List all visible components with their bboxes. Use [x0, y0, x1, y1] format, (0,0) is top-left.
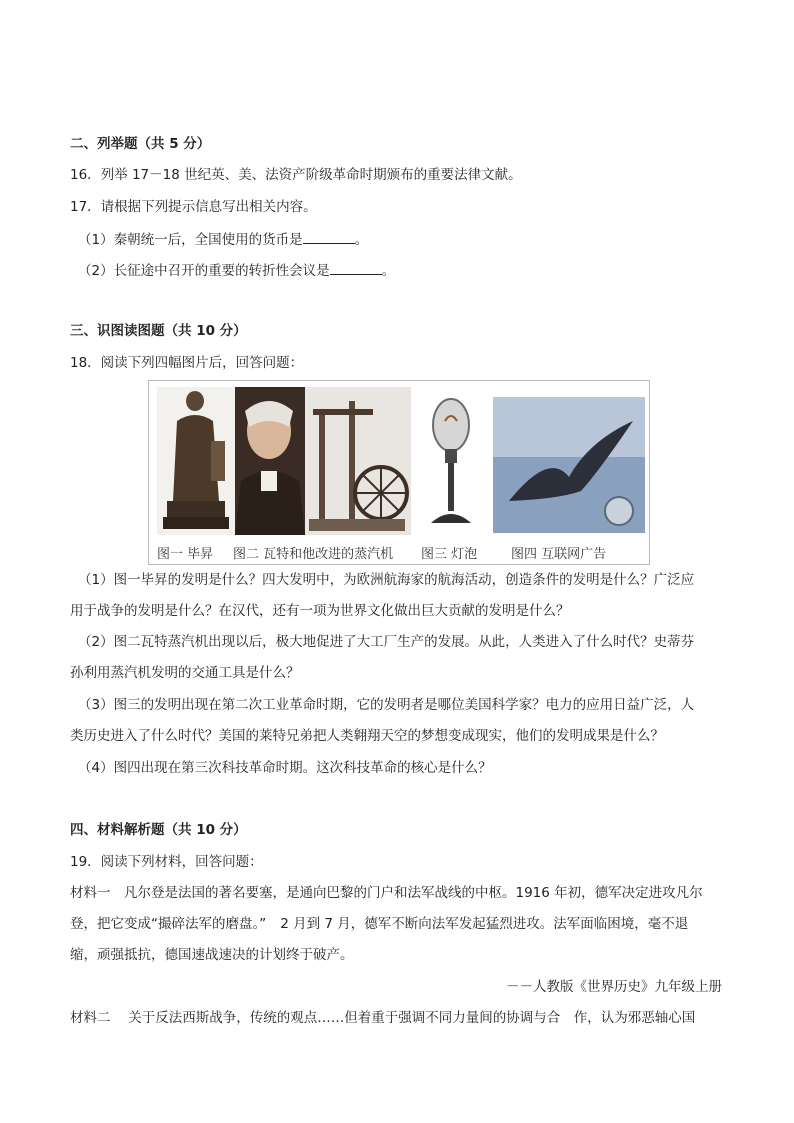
question-17-2-text: （2）长征途中召开的重要的转折性会议是	[78, 263, 330, 279]
caption-fig1: 图一 毕昇	[157, 547, 214, 562]
question-18-2-line1: （2）图二瓦特蒸汽机出现以后，极大地促进了大工厂生产的发展。从此，人类进入了什么时代？史蒂芬	[78, 634, 695, 650]
question-17-2	[78, 260, 395, 281]
question-18-2-line2: 孙利用蒸汽机发明的交通工具是什么？	[70, 665, 300, 681]
caption-fig3: 图三 灯泡	[421, 547, 478, 562]
material-1-line2	[70, 914, 688, 934]
question-18: 18．阅读下列四幅图片后，回答问题：	[70, 355, 304, 371]
answer-blank-17-2[interactable]	[330, 260, 382, 275]
caption-fig4: 图四 互联网广告	[511, 547, 607, 562]
question-16: 16．列举 17－18 世纪英、美、法资产阶级革命时期颁布的重要法律文献。	[70, 167, 522, 183]
question-17: 17．请根据下列提示信息写出相关内容。	[70, 199, 317, 215]
question-18-4: （4）图四出现在第三次科技革命时期。这次科技革命的核心是什么？	[78, 760, 492, 776]
material-2-line1: 材料二 关于反法西斯战争，传统的观点……但着重于强调不同力量间的协调与合 作，认为邪恶轴心国	[70, 1010, 696, 1026]
section-3-title: 三、识图读图题（共 10 分）	[70, 323, 247, 339]
question-18-1-line2: 用于战争的发明是什么？在汉代，还有一项为世界文化做出巨大贡献的发明是什么？	[70, 603, 570, 619]
question-18-1-line1: （1）图一毕昇的发明是什么？四大发明中，为欧洲航海家的航海活动，创造条件的发明是什么？广泛应	[78, 572, 695, 588]
light-bulb-image	[411, 387, 491, 535]
question-18-3-line2: 类历史进入了什么时代？美国的莱特兄弟把人类翱翔天空的梦想变成现实，他们的发明成果是什么？	[70, 728, 664, 744]
section-2-title: 二、列举题（共 5 分）	[70, 136, 211, 152]
question-17-1-text: （1）秦朝统一后，全国使用的货币是	[78, 232, 303, 248]
four-pictures-figure	[148, 380, 650, 565]
material-1-source: －－人教版《世界历史》九年级上册	[506, 979, 722, 995]
question-17-1	[78, 229, 368, 250]
watt-steam-engine-image	[235, 387, 411, 535]
material-1-line2-part2: 2 月到 7 月，德军不断向法军发起猛烈进攻。法军面临困境，毫不退	[280, 916, 689, 932]
material-1-line2-part1: 登，把它变成“撮碎法军的磨盘。”	[70, 916, 267, 932]
answer-blank-17-1[interactable]	[303, 229, 355, 244]
material-1-line1: 材料一 凡尔登是法国的著名要塞，是通向巴黎的门户和法军战线的中枢。1916 年初，德军决定进攻凡尔	[70, 885, 703, 901]
bi-sheng-statue-image	[157, 387, 235, 535]
section-4-title: 四、材料解析题（共 10 分）	[70, 822, 247, 838]
caption-fig2: 图二 瓦特和他改进的蒸汽机	[233, 547, 394, 562]
question-17-1-end: 。	[354, 232, 369, 248]
figure-illustrations	[149, 381, 649, 564]
question-17-2-end: 。	[381, 263, 396, 279]
internet-ad-image	[493, 397, 645, 533]
material-1-line3: 缩，顽强抵抗，德国速战速决的计划终于破产。	[70, 947, 354, 963]
question-19: 19．阅读下列材料，回答问题：	[70, 854, 263, 870]
question-18-3-line1: （3）图三的发明出现在第二次工业革命时期，它的发明者是哪位美国科学家？电力的应用日益广泛，人	[78, 697, 695, 713]
